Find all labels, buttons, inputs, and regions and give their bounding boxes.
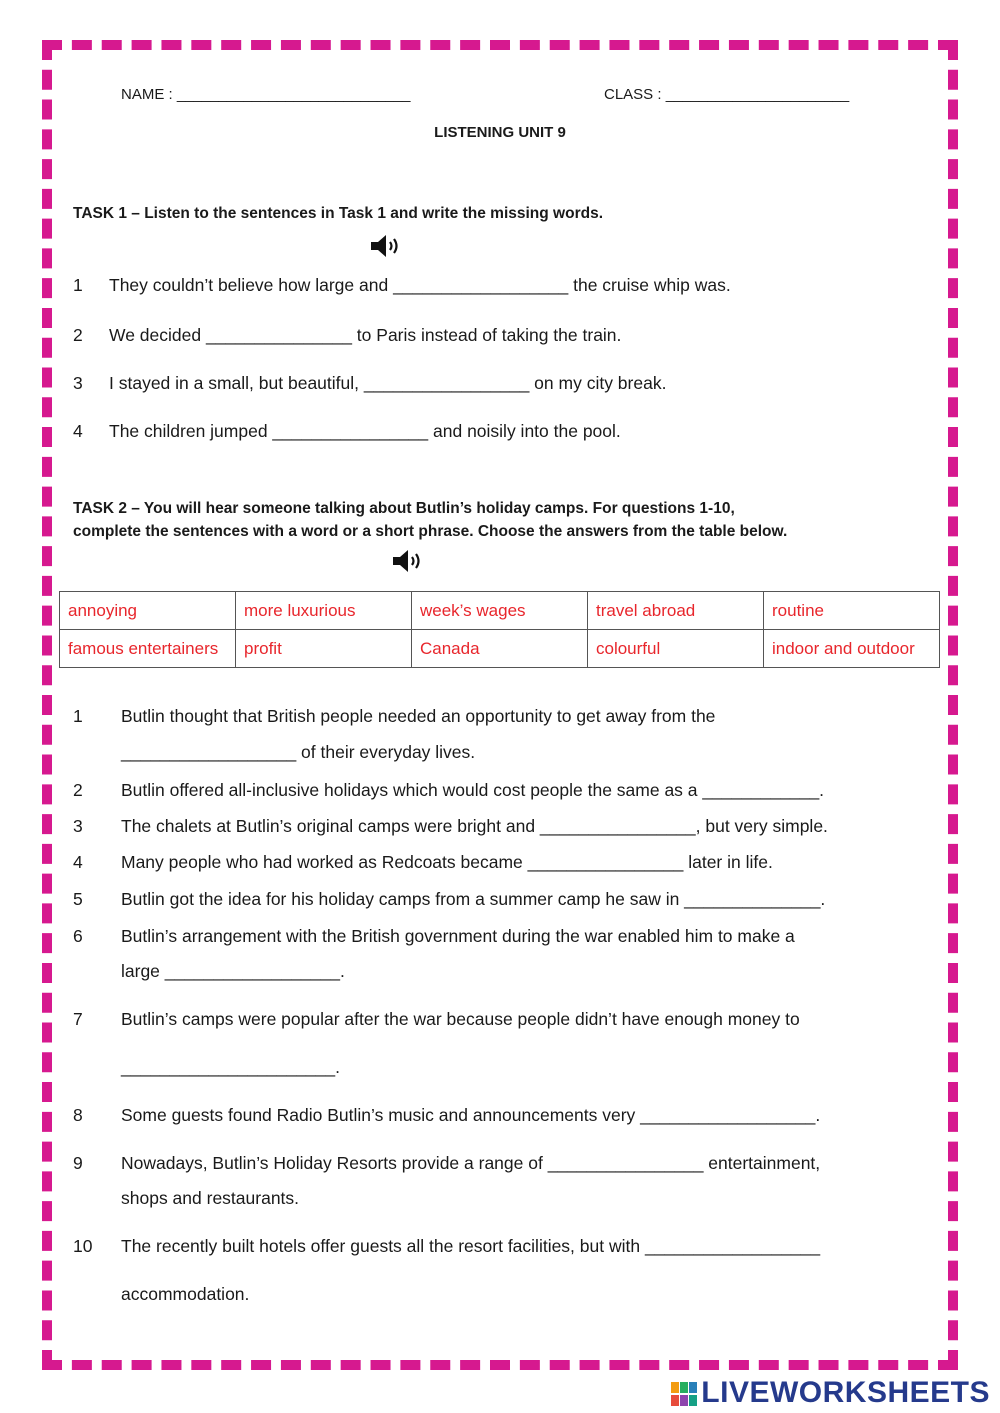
task2-item-text: Butlin thought that British people needed an opportunity to get away from the xyxy=(121,706,716,726)
task1-item-text: They couldn’t believe how large and __________________ the cruise whip was. xyxy=(109,275,731,295)
task2-item-text: The recently built hotels offer guests all the resort facilities, but with __________________ xyxy=(121,1236,821,1256)
task2-item-text-continued: __________________ of their everyday lives. xyxy=(121,742,476,762)
task2-item-number: 1 xyxy=(73,706,83,726)
speaker-icon xyxy=(391,548,423,574)
word-cell: famous entertainers xyxy=(60,630,236,668)
task2-item-number: 7 xyxy=(73,1009,83,1029)
class-field-label: CLASS : ______________________ xyxy=(604,86,850,103)
task2-heading-line1: TASK 2 – You will hear someone talking about Butlin’s holiday camps. For questions 1-10, xyxy=(73,500,735,517)
task1-item-text: We decided _______________ to Paris instead of taking the train. xyxy=(109,325,622,345)
task2-item-text: The chalets at Butlin’s original camps were bright and ________________, but very simple. xyxy=(121,816,828,836)
word-cell: week’s wages xyxy=(412,592,588,630)
task2-item-text-continued: large __________________. xyxy=(121,961,345,981)
task1-audio-button[interactable] xyxy=(369,233,401,264)
task1-item-number: 3 xyxy=(73,373,83,393)
table-row xyxy=(60,630,940,668)
task2-heading-line2: complete the sentences with a word or a short phrase. Choose the answers from the table below. xyxy=(73,523,788,540)
task1-item-number: 1 xyxy=(73,275,83,295)
liveworksheets-logo xyxy=(671,1376,990,1410)
logo-text: LIVEWORKSHEETS xyxy=(701,1376,990,1409)
table-row xyxy=(60,592,940,630)
logo-mark-icon xyxy=(671,1382,697,1406)
task2-item-number: 2 xyxy=(73,780,83,800)
task2-item-number: 6 xyxy=(73,926,83,946)
word-cell: travel abroad xyxy=(588,592,764,630)
speaker-icon xyxy=(369,233,401,259)
task2-item-text-continued: shops and restaurants. xyxy=(121,1188,300,1208)
word-cell: more luxurious xyxy=(236,592,412,630)
task1-item-number: 4 xyxy=(73,421,83,441)
task2-item-number: 9 xyxy=(73,1153,83,1173)
task2-item-text: Some guests found Radio Butlin’s music and announcements very __________________. xyxy=(121,1105,821,1125)
word-cell: indoor and outdoor xyxy=(764,630,940,668)
task1-heading: TASK 1 – Listen to the sentences in Task 1 and write the missing words. xyxy=(73,205,603,222)
task2-audio-button[interactable] xyxy=(391,548,423,579)
task2-item-text: Many people who had worked as Redcoats became ________________ later in life. xyxy=(121,852,773,872)
task2-item-text: Butlin’s arrangement with the British government during the war enabled him to make a xyxy=(121,926,795,946)
task2-item-number: 8 xyxy=(73,1105,83,1125)
word-cell: Canada xyxy=(412,630,588,668)
name-field-label: NAME : ____________________________ xyxy=(121,86,411,103)
answer-word-table xyxy=(59,591,940,668)
worksheet-title: LISTENING UNIT 9 xyxy=(434,124,566,141)
task2-item-number: 4 xyxy=(73,852,83,872)
word-cell: routine xyxy=(764,592,940,630)
word-cell: annoying xyxy=(60,592,236,630)
task2-item-text-continued: accommodation. xyxy=(121,1284,250,1304)
task2-item-text: Butlin’s camps were popular after the war because people didn’t have enough money to xyxy=(121,1009,800,1029)
task1-item-number: 2 xyxy=(73,325,83,345)
task1-item-text: The children jumped ________________ and noisily into the pool. xyxy=(109,421,621,441)
task2-item-number: 5 xyxy=(73,889,83,909)
task2-item-number: 10 xyxy=(73,1236,93,1256)
task2-item-number: 3 xyxy=(73,816,83,836)
task2-item-text: Butlin got the idea for his holiday camps from a summer camp he saw in ______________. xyxy=(121,889,826,909)
word-cell: profit xyxy=(236,630,412,668)
task2-item-text: Nowadays, Butlin’s Holiday Resorts provide a range of ________________ entertainment, xyxy=(121,1153,821,1173)
task2-item-text: Butlin offered all-inclusive holidays which would cost people the same as a ____________. xyxy=(121,780,825,800)
word-cell: colourful xyxy=(588,630,764,668)
task1-item-text: I stayed in a small, but beautiful, _________________ on my city break. xyxy=(109,373,667,393)
task2-item-text-continued: ______________________. xyxy=(121,1057,340,1077)
